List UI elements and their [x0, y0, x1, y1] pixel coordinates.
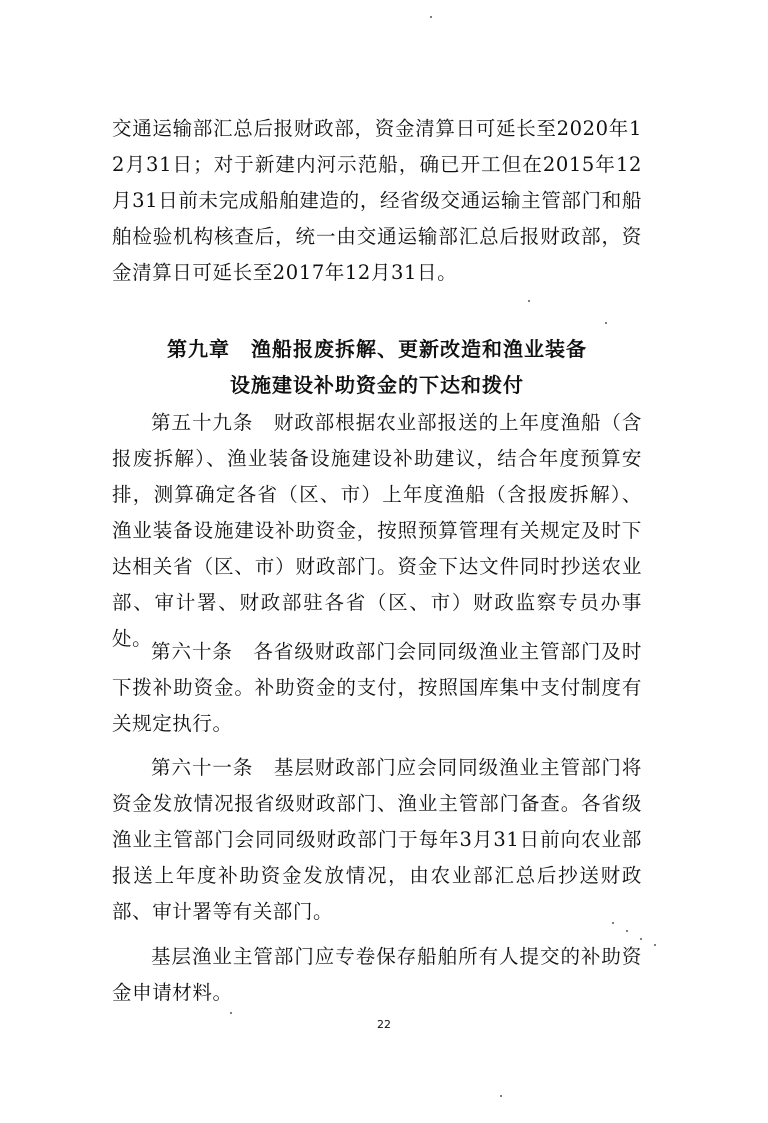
scan-speck	[605, 322, 607, 324]
scan-speck	[626, 930, 628, 932]
scan-speck	[500, 1095, 502, 1097]
article-59: 第五十九条 财政部根据农业部报送的上年度渔船（含报废拆解）、渔业装备设施建设补助建议，结合年度预算安排，测算确定各省（区、市）上年度渔船（含报废拆解）、渔业装备设施建设补助资金，按照预算管理有关规定及时下达相关省（区、市）财政部门。资金下达文件同时抄送农业部、审计署、财政部驻各省（区、市）财政监察专员办事处。	[112, 411, 642, 650]
chapter-title-line-1: 第九章 渔船报废拆解、更新改造和渔业装备	[167, 337, 587, 361]
scan-speck	[528, 300, 530, 302]
paragraph-continuation: 交通运输部汇总后报财政部，资金清算日可延长至2020年12月31日；对于新建内河示范船，确已开工但在2015年12月31日前未完成船舶建造的，经省级交通运输主管部门和船舶检验机构核查后，统一由交通运输部汇总后报财政部，资金清算日可延长至2017年12月31日。	[112, 117, 642, 284]
scan-speck	[430, 16, 432, 18]
scan-speck	[230, 1012, 232, 1014]
chapter-title-line-2: 设施建设补助资金的下达和拨付	[230, 373, 524, 397]
article-60: 第六十条 各省级财政部门会同同级渔业主管部门及时下拨补助资金。补助资金的支付，按照国库集中支付制度有关规定执行。	[112, 640, 642, 735]
page-number: 22	[377, 1018, 391, 1031]
scan-speck	[640, 938, 642, 940]
article-61: 第六十一条 基层财政部门应会同同级渔业主管部门将资金发放情况报省级财政部门、渔业主管部门备查。各省级渔业主管部门会同同级财政部门于每年3月31日前向农业部报送上年度补助资金发放情况，由农业部汇总后抄送财政部、审计署等有关部门。	[112, 756, 642, 923]
scan-speck	[654, 944, 656, 946]
scan-speck	[612, 922, 614, 924]
closing-paragraph: 基层渔业主管部门应专卷保存船舶所有人提交的补助资金申请材料。	[112, 945, 642, 1004]
